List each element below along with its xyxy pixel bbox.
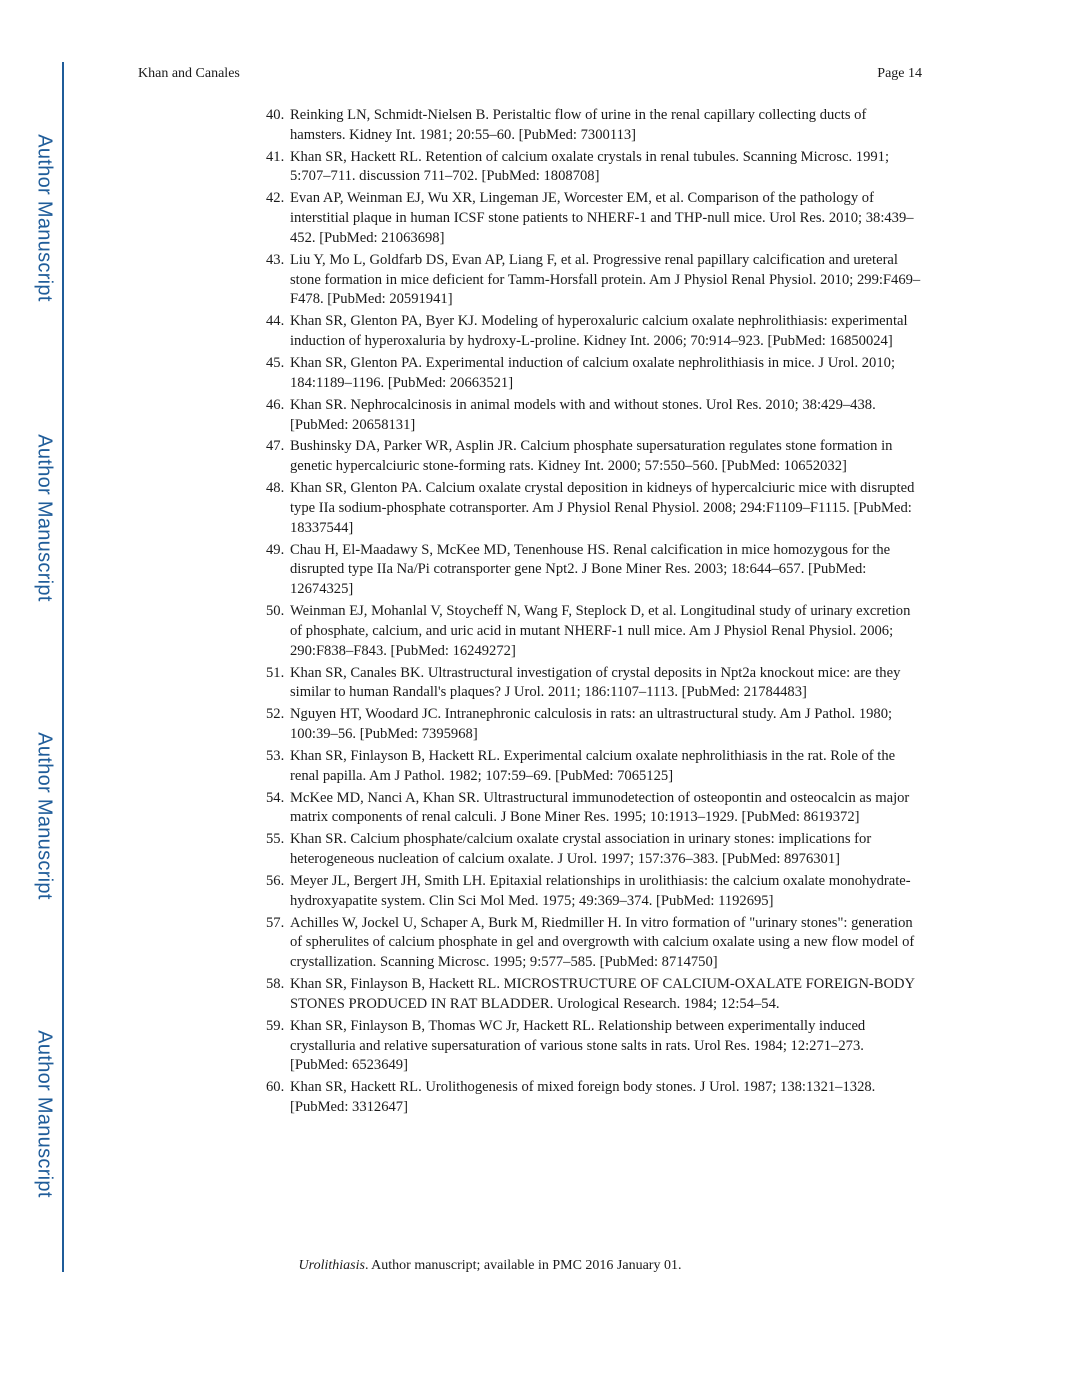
reference-number: 51.: [266, 664, 285, 681]
reference-number: 50.: [266, 603, 285, 620]
reference-item: [266, 1017, 924, 1076]
side-rule: [62, 62, 64, 1272]
reference-text: Achilles W, Jockel U, Schaper A, Burk M, Riedmiller H. In vitro formation of "urinary stones": generation of spherulites of calcium phosphate in gel and overgrowth with calcium oxalate using a new flow model of crystallization. Scanning Microsc. 1995; 9:577–585. [PubMed: 8714750]: [290, 914, 915, 971]
footer-journal: Urolithiasis: [298, 1258, 365, 1273]
reference-text: Khan SR, Hackett RL. Urolithogenesis of mixed foreign body stones. J Urol. 1987; 138:1321–1328. [PubMed: 3312647]: [290, 1079, 876, 1116]
footer-citation: [0, 1258, 980, 1274]
reference-number: 49.: [266, 541, 285, 558]
reference-text: Bushinsky DA, Parker WR, Asplin JR. Calcium phosphate supersaturation regulates stone formation in genetic hypercalciuric stone-forming rats. Kidney Int. 2000; 57:550–560. [PubMed: 10652032]: [290, 438, 893, 475]
reference-number: 58.: [266, 976, 285, 993]
reference-item: [266, 602, 924, 661]
footer-note: . Author manuscript; available in PMC 2016 January 01.: [364, 1258, 682, 1273]
reference-number: 52.: [266, 706, 285, 723]
reference-item: [266, 1078, 924, 1118]
reference-number: 43.: [266, 251, 285, 268]
reference-text: Liu Y, Mo L, Goldfarb DS, Evan AP, Liang F, et al. Progressive renal papillary calcification and ureteral stone formation in mice deficient for Tamm-Horsfall protein. Am J Physiol Renal Physiol. 2010; 299:F469–F478. [PubMed: 20591941]: [290, 251, 921, 308]
reference-number: 46.: [266, 396, 285, 413]
reference-item: [266, 541, 924, 600]
reference-item: [266, 664, 924, 704]
reference-item: [266, 251, 924, 310]
reference-item: [266, 830, 924, 870]
reference-item: [266, 354, 924, 394]
reference-text: Meyer JL, Bergert JH, Smith LH. Epitaxial relationships in urolithiasis: the calcium oxalate monohydrate-hydroxyapatite system. Clin Sci Mol Med. 1975; 49:369–374. [PubMed: 1192695]: [290, 872, 911, 909]
reference-item: [266, 479, 924, 538]
reference-text: Khan SR. Nephrocalcinosis in animal models with and without stones. Urol Res. 2010; 38:429–438. [PubMed: 20658131]: [290, 396, 876, 433]
reference-text: Weinman EJ, Mohanlal V, Stoycheff N, Wang F, Steplock D, et al. Longitudinal study of urinary excretion of phosphate, calcium, and uric acid in mutant NHERF-1 null mice. Am J Physiol Renal Physiol. 2006; 290:F838–F843. [PubMed: 16249272]: [290, 603, 911, 659]
reference-list: [266, 106, 924, 1120]
reference-item: [266, 914, 924, 973]
reference-item: [266, 437, 924, 477]
reference-number: 42.: [266, 190, 285, 207]
reference-item: [266, 975, 924, 1015]
reference-text: Chau H, El-Maadawy S, McKee MD, Tenenhouse HS. Renal calcification in mice homozygous for the disrupted type IIa Na/Pi cotransporter gene Npt2. J Bone Miner Res. 2003; 18:644–657. [PubMed: 12674325]: [290, 541, 891, 598]
reference-item: [266, 312, 924, 352]
reference-number: 57.: [266, 914, 285, 931]
reference-number: 48.: [266, 480, 285, 497]
reference-item: [266, 705, 924, 745]
reference-text: Khan SR, Glenton PA. Experimental induction of calcium oxalate nephrolithiasis in mice. J Urol. 2010; 184:1189–1196. [PubMed: 20663521]: [290, 355, 895, 391]
reference-item: [266, 148, 924, 188]
reference-number: 59.: [266, 1017, 285, 1034]
page-number: Page 14: [877, 66, 922, 81]
running-header-authors: Khan and Canales: [138, 66, 240, 81]
reference-number: 45.: [266, 355, 285, 372]
reference-item: [266, 789, 924, 829]
reference-number: 53.: [266, 747, 285, 764]
reference-text: Khan SR, Glenton PA, Byer KJ. Modeling of hyperoxaluric calcium oxalate nephrolithiasis: experimental induction of hyperoxaluria by hydroxy-L-proline. Kidney Int. 2006; 70:914–923. [PubMed: 16850024]: [290, 313, 908, 350]
reference-item: [266, 106, 924, 146]
reference-text: Nguyen HT, Woodard JC. Intranephronic calculosis in rats: an ultrastructural study. Am J Pathol. 1980; 100:39–56. [PubMed: 7395968]: [290, 706, 893, 743]
reference-number: 60.: [266, 1079, 285, 1096]
reference-number: 54.: [266, 789, 285, 806]
reference-number: 55.: [266, 831, 285, 848]
reference-text: Khan SR, Finlayson B, Hackett RL. Experimental calcium oxalate nephrolithiasis in the rat. Role of the renal papilla. Am J Pathol. 1982; 107:59–69. [PubMed: 7065125]: [290, 747, 896, 784]
reference-text: Reinking LN, Schmidt-Nielsen B. Peristaltic flow of urine in the renal capillary collecting ducts of hamsters. Kidney Int. 1981; 20:55–60. [PubMed: 7300113]: [290, 107, 867, 143]
side-label-text: Author Manuscript: [33, 1030, 56, 1198]
reference-item: [266, 396, 924, 436]
reference-number: 44.: [266, 313, 285, 330]
reference-text: Khan SR, Hackett RL. Retention of calcium oxalate crystals in renal tubules. Scanning Microsc. 1991; 5:707–711. discussion 711–702. [PubMed: 1808708]: [290, 148, 890, 185]
reference-number: 40.: [266, 107, 285, 123]
reference-text: McKee MD, Nanci A, Khan SR. Ultrastructural immunodetection of osteopontin and osteocalcin as major matrix components of renal calculi. J Bone Miner Res. 1995; 10:1913–1929. [PubMed: 8619372]: [290, 789, 910, 826]
reference-number: 41.: [266, 148, 285, 165]
reference-item: [266, 189, 924, 248]
reference-text: Khan SR, Finlayson B, Thomas WC Jr, Hackett RL. Relationship between experimentally induced crystalluria and relative supersaturation of various stone salts in rats. Urol Res. 1984; 12:271–273. [PubMed: 6523649]: [290, 1017, 866, 1074]
reference-text: Khan SR, Finlayson B, Hackett RL. MICROSTRUCTURE OF CALCIUM-OXALATE FOREIGN-BODY STONES PRODUCED IN RAT BLADDER. Urological Research. 1984; 12:54–54.: [290, 976, 915, 1012]
reference-text: Khan SR, Canales BK. Ultrastructural investigation of crystal deposits in Npt2a knockout mice: are they similar to human Randall's plaques? J Urol. 2011; 186:1107–1113. [PubMed: 21784483]: [290, 664, 901, 701]
reference-item: [266, 747, 924, 787]
side-label-text: Author Manuscript: [33, 732, 56, 900]
reference-text: Evan AP, Weinman EJ, Wu XR, Lingeman JE, Worcester EM, et al. Comparison of the pathology of interstitial plaque in human ICSF stone patients to NHERF-1 and THP-null mice. Urol Res. 2010; 38:439–452. [PubMed: 21063698]: [290, 190, 914, 246]
reference-number: 47.: [266, 438, 285, 455]
side-label-text: Author Manuscript: [33, 134, 56, 302]
reference-text: Khan SR. Calcium phosphate/calcium oxalate crystal association in urinary stones: implications for heterogeneous nucleation of calcium oxalate. J Urol. 1997; 157:376–383. [PubMed: 8976301]: [290, 831, 872, 868]
reference-number: 56.: [266, 872, 285, 889]
side-label-text: Author Manuscript: [33, 434, 56, 602]
reference-item: [266, 872, 924, 912]
reference-text: Khan SR, Glenton PA. Calcium oxalate crystal deposition in kidneys of hypercalciuric mice with disrupted type IIa sodium-phosphate cotransporter. Am J Physiol Renal Physiol. 2008; 294:F1109–F1115. [PubMed: 18337544]: [290, 480, 915, 536]
